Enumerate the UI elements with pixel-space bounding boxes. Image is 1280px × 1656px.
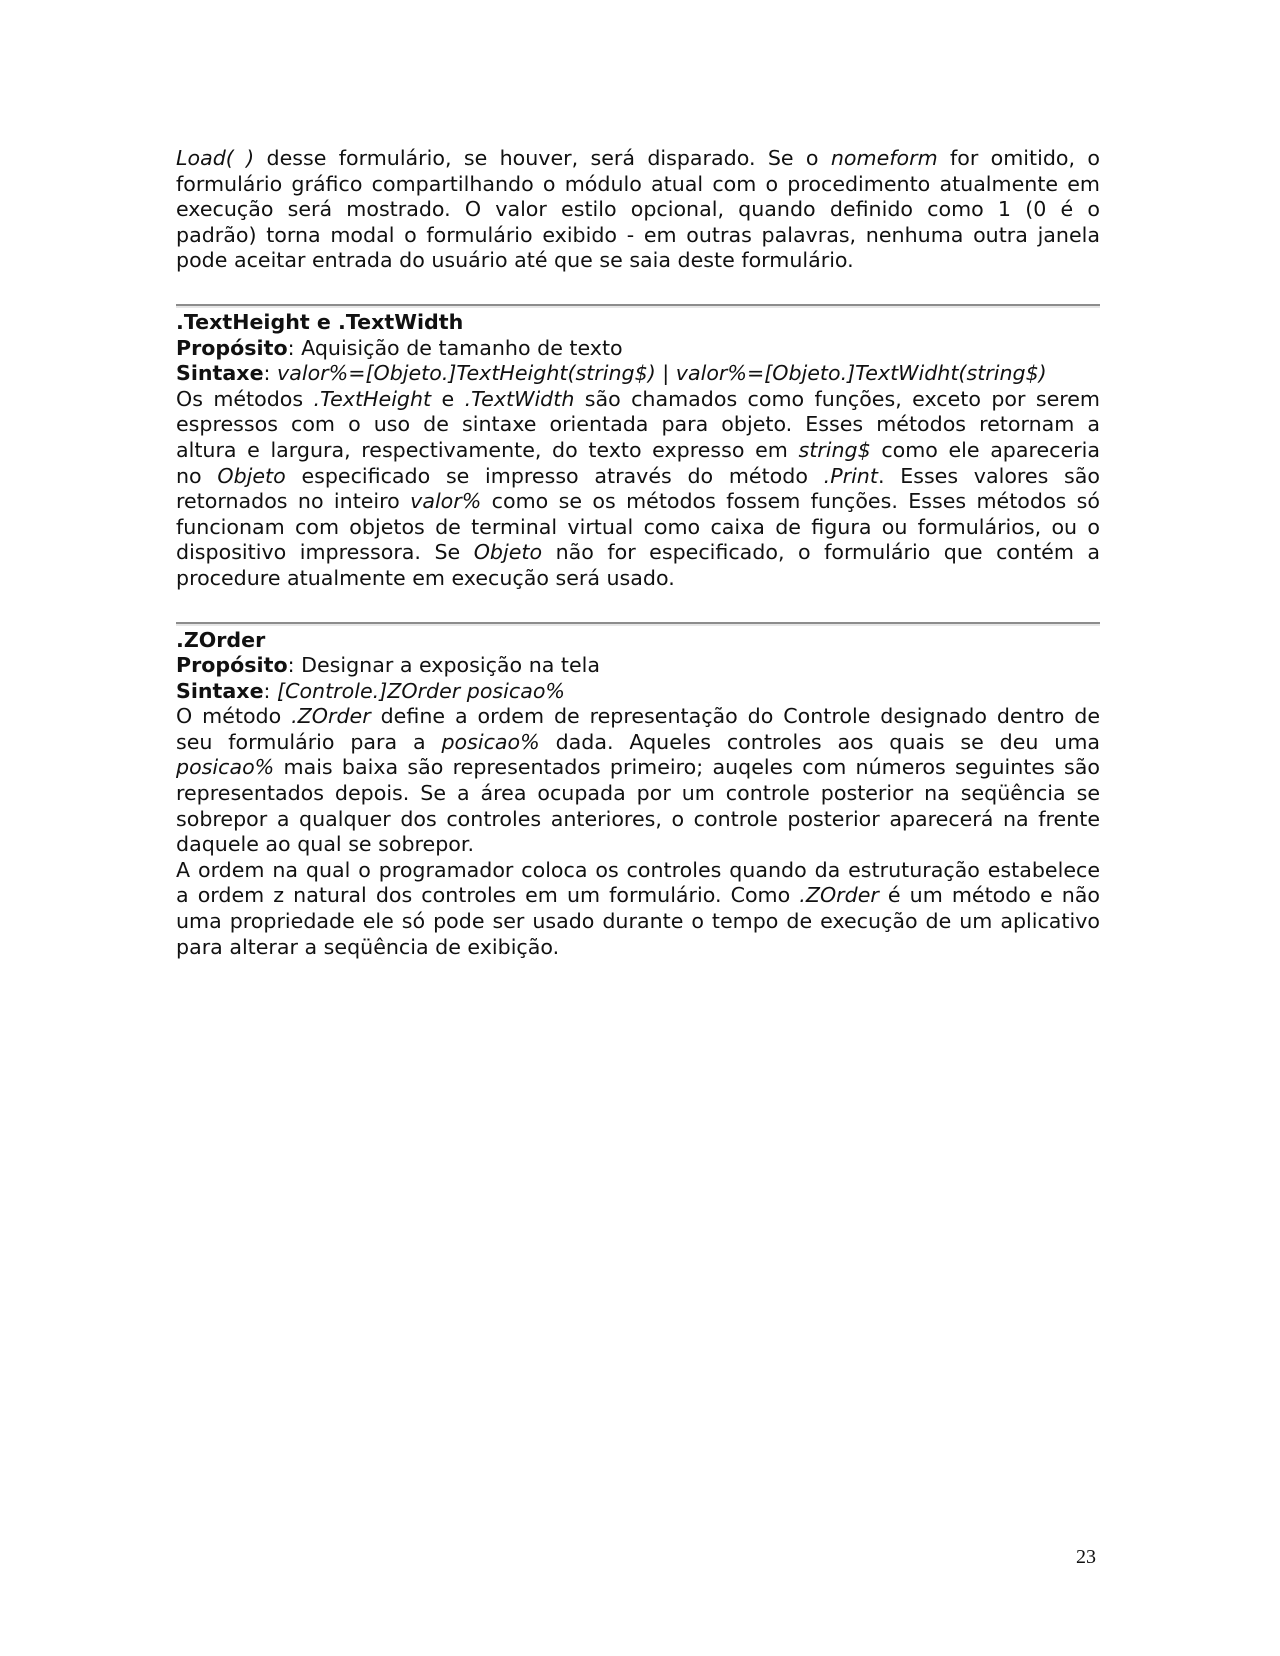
text-line: retornados no inteiro valor% como se os métodos fossem funções. Esses métodos só <box>176 489 1100 514</box>
text-line: Os métodos .TextHeight e .TextWidth são chamados como funções, exceto por serem <box>176 386 1100 411</box>
syntax-label: Sintaxe <box>176 361 264 386</box>
syntax-line: Sintaxe: [Controle.]ZOrder posicao% <box>176 678 565 703</box>
section-zorder <box>176 628 1100 961</box>
syntax-label: Sintaxe <box>176 678 264 703</box>
italic-term: .ZOrder <box>799 883 879 908</box>
text-line: para alterar a seqüência de exibição. <box>176 934 560 959</box>
text-line: posicao% mais baixa são representados primeiro; auqeles com números seguintes são <box>176 755 1100 780</box>
italic-term: posicao% <box>176 755 275 780</box>
italic-term: .Print <box>823 463 878 488</box>
section-divider <box>176 622 1100 626</box>
section-title: .TextHeight e .TextWidth <box>176 309 464 334</box>
text-line: procedure atualmente em execução será usado. <box>176 565 675 590</box>
text-line: espressos com o uso de sintaxe orientada para objeto. Esses métodos retornam a <box>176 412 1100 437</box>
syntax-code: valor%=[Objeto.]TextHeight(string$) <box>277 361 656 386</box>
syntax-line: Sintaxe: valor%=[Objeto.]TextHeight(string$) | valor%=[Objeto.]TextWidht(string$) <box>176 361 1047 386</box>
text-line: sobrepor a qualquer dos controles anteriores, o controle posterior aparecerá na frente <box>176 806 1100 831</box>
italic-term: string$ <box>798 437 871 462</box>
text-line: Load( ) desse formulário, se houver, será disparado. Se o nomeform for omitido, o <box>176 146 1100 170</box>
intro-paragraph <box>176 146 1100 274</box>
text-line: A ordem na qual o programador coloca os controles quando da estruturação estabelece <box>176 857 1100 882</box>
section-textheight-textwidth <box>176 310 1100 592</box>
italic-term: nomeform <box>830 146 938 170</box>
italic-term: valor% <box>410 489 482 514</box>
purpose-label: Propósito <box>176 653 288 678</box>
description-paragraph <box>176 704 1100 858</box>
italic-term: Objeto <box>217 463 286 488</box>
purpose-label: Propósito <box>176 335 288 360</box>
page-number: 23 <box>1076 1546 1096 1568</box>
text-line: uma propriedade ele só pode ser usado durante o tempo de execução de um aplicativo <box>176 909 1100 934</box>
italic-term: Load( ) <box>176 146 255 170</box>
text-line: no Objeto especificado se impresso através do método .Print. Esses valores são <box>176 463 1100 488</box>
italic-term: .TextHeight <box>313 386 432 411</box>
syntax-code: valor%=[Objeto.]TextWidht(string$) <box>675 361 1047 386</box>
description-paragraph <box>176 858 1100 960</box>
text-line: representados depois. Se a área ocupada por um controle posterior na seqüência se <box>176 781 1100 806</box>
text-line: funcionam com objetos de terminal virtual como caixa de figura ou formulários, ou o <box>176 514 1100 539</box>
text-line: execução será mostrado. O valor estilo opcional, quando definido como 1 (0 é o <box>176 197 1100 222</box>
section-title: .ZOrder <box>176 627 266 652</box>
italic-term: Objeto <box>473 540 543 565</box>
purpose-line: Propósito: Designar a exposição na tela <box>176 653 601 678</box>
text-line: formulário gráfico compartilhando o módulo atual com o procedimento atualmente em <box>176 171 1100 196</box>
text-line: daquele ao qual se sobrepor. <box>176 832 475 857</box>
text-line: padrão) torna modal o formulário exibido - em outras palavras, nenhuma outra janela <box>176 222 1100 247</box>
italic-term: .ZOrder <box>291 704 371 729</box>
italic-term: .TextWidth <box>464 386 575 411</box>
text-line: seu formulário para a posicao% dada. Aqueles controles aos quais se deu uma <box>176 729 1101 754</box>
italic-term: posicao% <box>441 729 540 754</box>
description-paragraph <box>176 387 1100 592</box>
syntax-code: [Controle.]ZOrder posicao% <box>277 678 565 703</box>
text-line: dispositivo impressora. Se Objeto não for especificado, o formulário que contém a <box>176 540 1101 565</box>
text-line: a ordem z natural dos controles em um formulário. Como .ZOrder é um método e não <box>176 883 1100 908</box>
section-divider <box>176 304 1100 308</box>
document-page <box>176 146 1100 960</box>
text-line: pode aceitar entrada do usuário até que se saia deste formulário. <box>176 248 854 273</box>
text-line: altura e largura, respectivamente, do texto expresso em string$ como ele apareceria <box>176 437 1100 462</box>
purpose-line: Propósito: Aquisição de tamanho de texto <box>176 335 623 360</box>
text-line: O método .ZOrder define a ordem de representação do Controle designado dentro de <box>176 704 1100 729</box>
